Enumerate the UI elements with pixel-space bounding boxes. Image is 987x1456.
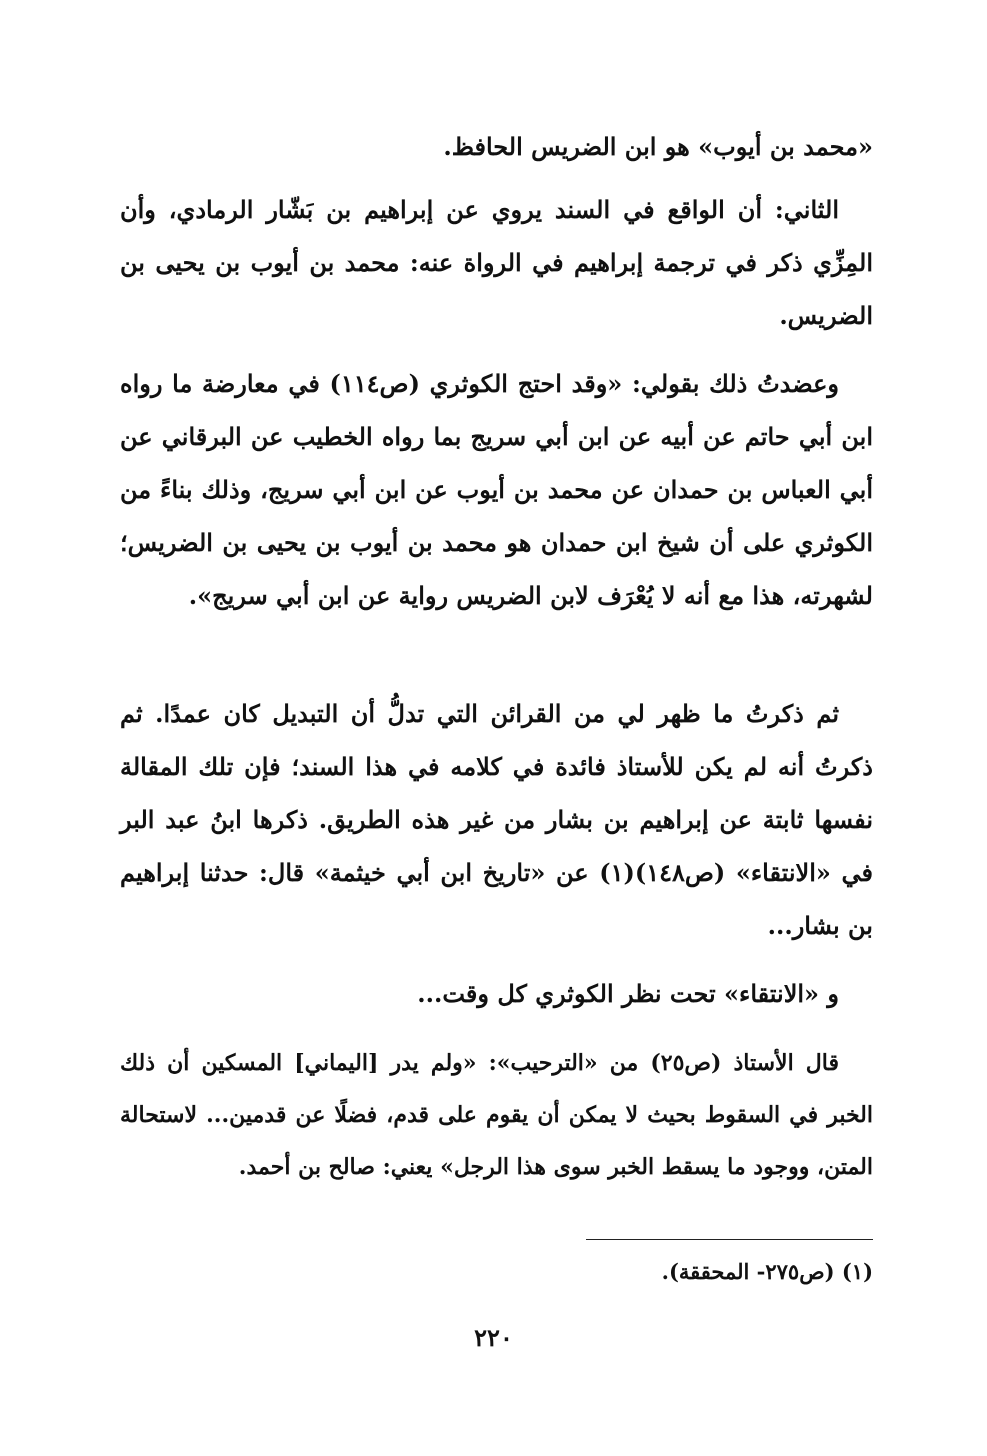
paragraph-text: «محمد بن أيوب» هو ابن الضريس الحافظ. xyxy=(443,132,873,161)
page-number: ٢٢٠ xyxy=(474,1323,513,1352)
paragraph-second-point xyxy=(120,183,873,342)
paragraph-text: وعضدتُ ذلك بقولي: «وقد احتج الكوثري (ص١١٤) في معارضة ما رواه ابن أبي حاتم عن أبيه عن ابن أبي سريج بما رواه الخطيب عن البرقاني عن أبي العباس بن حمدان عن محمد بن أيوب عن ابن أبي سريج، وذلك بناءً من الكوثري على أن شيخ ابن حمدان هو محمد بن أيوب بن يحيى بن الضريس؛ لشهرته، هذا مع أنه لا يُعْرَف لابن الضريس رواية عن ابن أبي سريج». xyxy=(120,369,873,610)
paragraph-text: قال الأستاذ (ص٢٥) من «الترحيب»: «ولم يدر [اليماني] المسكين أن ذلك الخبر في السقوط بحيث لا يمكن أن يقوم على قدم، فضلًا عن قدمين... لاستحالة المتن، ووجود ما يسقط الخبر سوى هذا الرجل» يعني: صالح بن أحمد. xyxy=(120,1050,873,1180)
paragraph-quote xyxy=(120,357,873,622)
footnote: (١) (ص٢٧٥- المحققة). xyxy=(661,1259,873,1284)
paragraph-short-note xyxy=(120,967,873,1020)
paragraph-text: ثم ذكرتُ ما ظهر لي من القرائن التي تدلُّ أن التبديل كان عمدًا. ثم ذكرتُ أنه لم يكن للأستاذ فائدة في كلامه في هذا السند؛ فإن تلك المقالة نفسها ثابتة عن إبراهيم بن بشار من غير هذه الطريق. ذكرها ابنُ عبد البر في «الانتقاء» (ص١٤٨)(١) عن «تاريخ ابن أبي خيثمة» قال: حدثنا إبراهيم بن بشار... xyxy=(120,699,874,940)
paragraph-continuation xyxy=(120,120,873,173)
paragraph-citation xyxy=(120,1037,873,1193)
paragraph-evidence xyxy=(120,687,873,952)
paragraph-text: و «الانتقاء» تحت نظر الكوثري كل وقت... xyxy=(417,979,839,1008)
paragraph-text: الثاني: أن الواقع في السند يروي عن إبراهيم بن بَشّار الرمادي، وأن المِزِّي ذكر في ترجمة إبراهيم في الرواة عنه: محمد بن أيوب بن يحيى بن الضريس. xyxy=(120,195,873,330)
footnote-divider xyxy=(586,1239,873,1240)
